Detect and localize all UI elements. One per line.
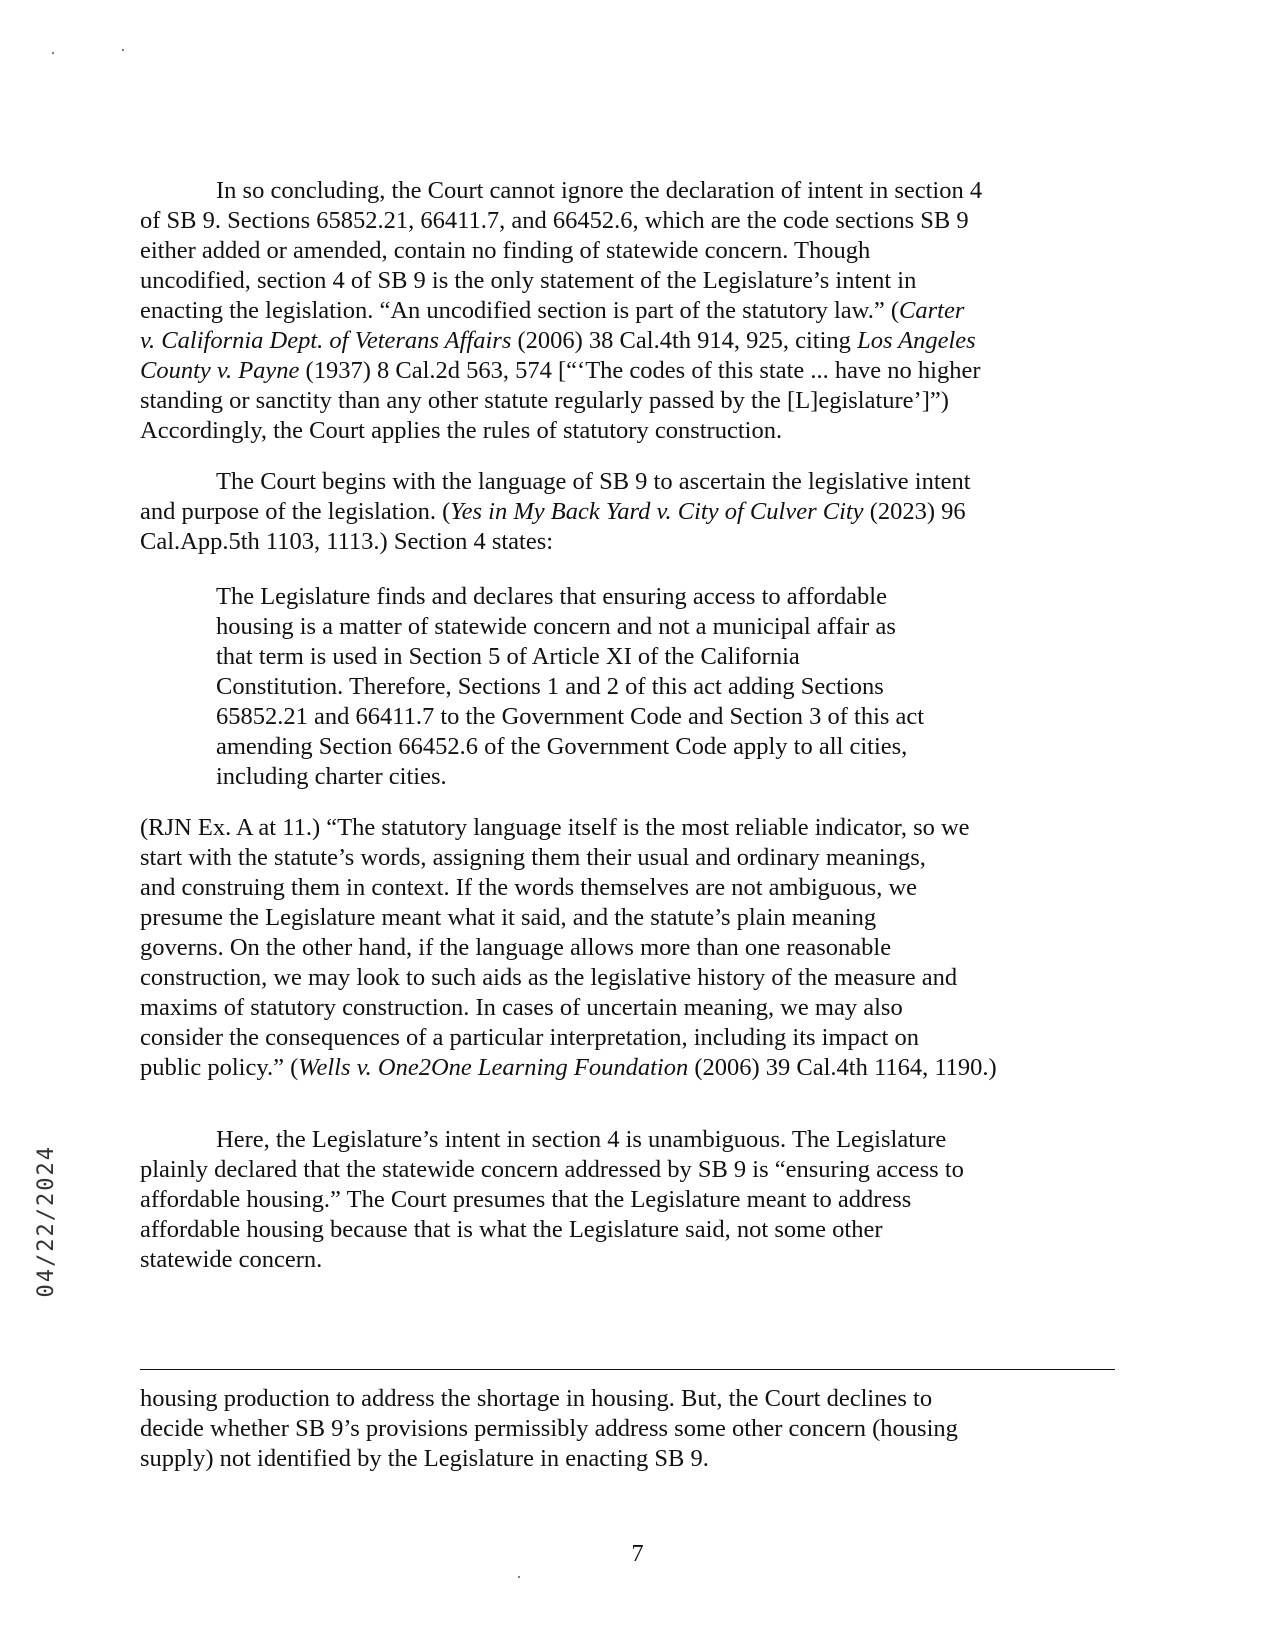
text-line: housing production to address the shortage in housing. But, the Court declines to (140, 1385, 933, 1412)
case-citation: County v. Payne (140, 357, 300, 384)
text-line: either added or amended, contain no finding of statewide concern. Though (140, 237, 871, 264)
text-line: enacting the legislation. “An uncodified section is part of the statutory law.” (Carter (140, 297, 965, 324)
text-line: of SB 9. Sections 65852.21, 66411.7, and 66452.6, which are the code sections SB 9 (140, 207, 969, 234)
paragraph-2 (140, 467, 1115, 557)
text-line: (RJN Ex. A at 11.) “The statutory language itself is the most reliable indicator, so we (140, 814, 970, 841)
text-line: The Court begins with the language of SB 9 to ascertain the legislative intent (216, 468, 971, 495)
quote-line: The Legislature finds and declares that ensuring access to affordable (216, 583, 887, 610)
date-stamp: 04/22/2024 (34, 1145, 59, 1298)
text-line: plainly declared that the statewide concern addressed by SB 9 is “ensuring access to (140, 1156, 964, 1183)
quote-line: amending Section 66452.6 of the Government Code apply to all cities, (216, 733, 908, 760)
text-line: governs. On the other hand, if the language allows more than one reasonable (140, 934, 892, 961)
quote-line: housing is a matter of statewide concern and not a municipal affair as (216, 613, 896, 640)
text-line: construction, we may look to such aids as the legislative history of the measure and (140, 964, 958, 991)
text-line: public policy.” (Wells v. One2One Learning Foundation (2006) 39 Cal.4th 1164, 1190.) (140, 1054, 997, 1081)
text-line: Accordingly, the Court applies the rules of statutory construction. (140, 417, 783, 444)
text-line: presume the Legislature meant what it said, and the statute’s plain meaning (140, 904, 877, 931)
case-citation: v. California Dept. of Veterans Affairs (140, 327, 512, 354)
text-line: statewide concern. (140, 1246, 323, 1273)
quote-line: including charter cities. (216, 763, 447, 790)
text-line: affordable housing.” The Court presumes that the Legislature meant to address (140, 1186, 912, 1213)
text-line: affordable housing because that is what the Legislature said, not some other (140, 1216, 883, 1243)
scan-speck (52, 52, 54, 54)
text-line: Here, the Legislature’s intent in section 4 is unambiguous. The Legislature (216, 1126, 947, 1153)
case-citation: Yes in My Back Yard v. City of Culver City (450, 498, 864, 525)
text-line: decide whether SB 9’s provisions permissibly address some other concern (housing (140, 1415, 958, 1442)
footnote-divider (140, 1369, 1115, 1370)
text-line: and purpose of the legislation. (Yes in My Back Yard v. City of Culver City (2023) 96 (140, 498, 966, 525)
text-line: supply) not identified by the Legislature in enacting SB 9. (140, 1445, 709, 1472)
text-line: In so concluding, the Court cannot ignore the declaration of intent in section 4 (216, 177, 983, 204)
block-quote (216, 582, 1086, 792)
text-line: start with the statute’s words, assigning them their usual and ordinary meanings, (140, 844, 926, 871)
quote-line: that term is used in Section 5 of Article XI of the California (216, 643, 800, 670)
paragraph-4 (140, 1125, 1115, 1275)
text-line: and construing them in context. If the words themselves are not ambiguous, we (140, 874, 918, 901)
text-line: County v. Payne (1937) 8 Cal.2d 563, 574 [“‘The codes of this state ... have no higher (140, 357, 981, 384)
page-number: 7 (631, 1540, 644, 1567)
case-citation: Carter (899, 297, 965, 324)
text-line: maxims of statutory construction. In cases of uncertain meaning, we may also (140, 994, 903, 1021)
text-line: v. California Dept. of Veterans Affairs (2006) 38 Cal.4th 914, 925, citing Los Angeles (140, 327, 976, 354)
text-line: standing or sanctity than any other statute regularly passed by the [L]egislature’]”) (140, 387, 949, 414)
text-line: Cal.App.5th 1103, 1113.) Section 4 states: (140, 528, 554, 555)
text-line: uncodified, section 4 of SB 9 is the only statement of the Legislature’s intent in (140, 267, 917, 294)
scan-speck (518, 1576, 520, 1578)
case-citation: Wells v. One2One Learning Foundation (298, 1054, 689, 1081)
quote-line: 65852.21 and 66411.7 to the Government Code and Section 3 of this act (216, 703, 925, 730)
case-citation: Los Angeles (857, 327, 976, 354)
scan-speck (122, 49, 124, 51)
quote-line: Constitution. Therefore, Sections 1 and 2 of this act adding Sections (216, 673, 884, 700)
paragraph-1 (140, 176, 1115, 446)
footnote-text (140, 1384, 1115, 1474)
paragraph-3 (140, 813, 1115, 1083)
text-line: consider the consequences of a particular interpretation, including its impact on (140, 1024, 919, 1051)
